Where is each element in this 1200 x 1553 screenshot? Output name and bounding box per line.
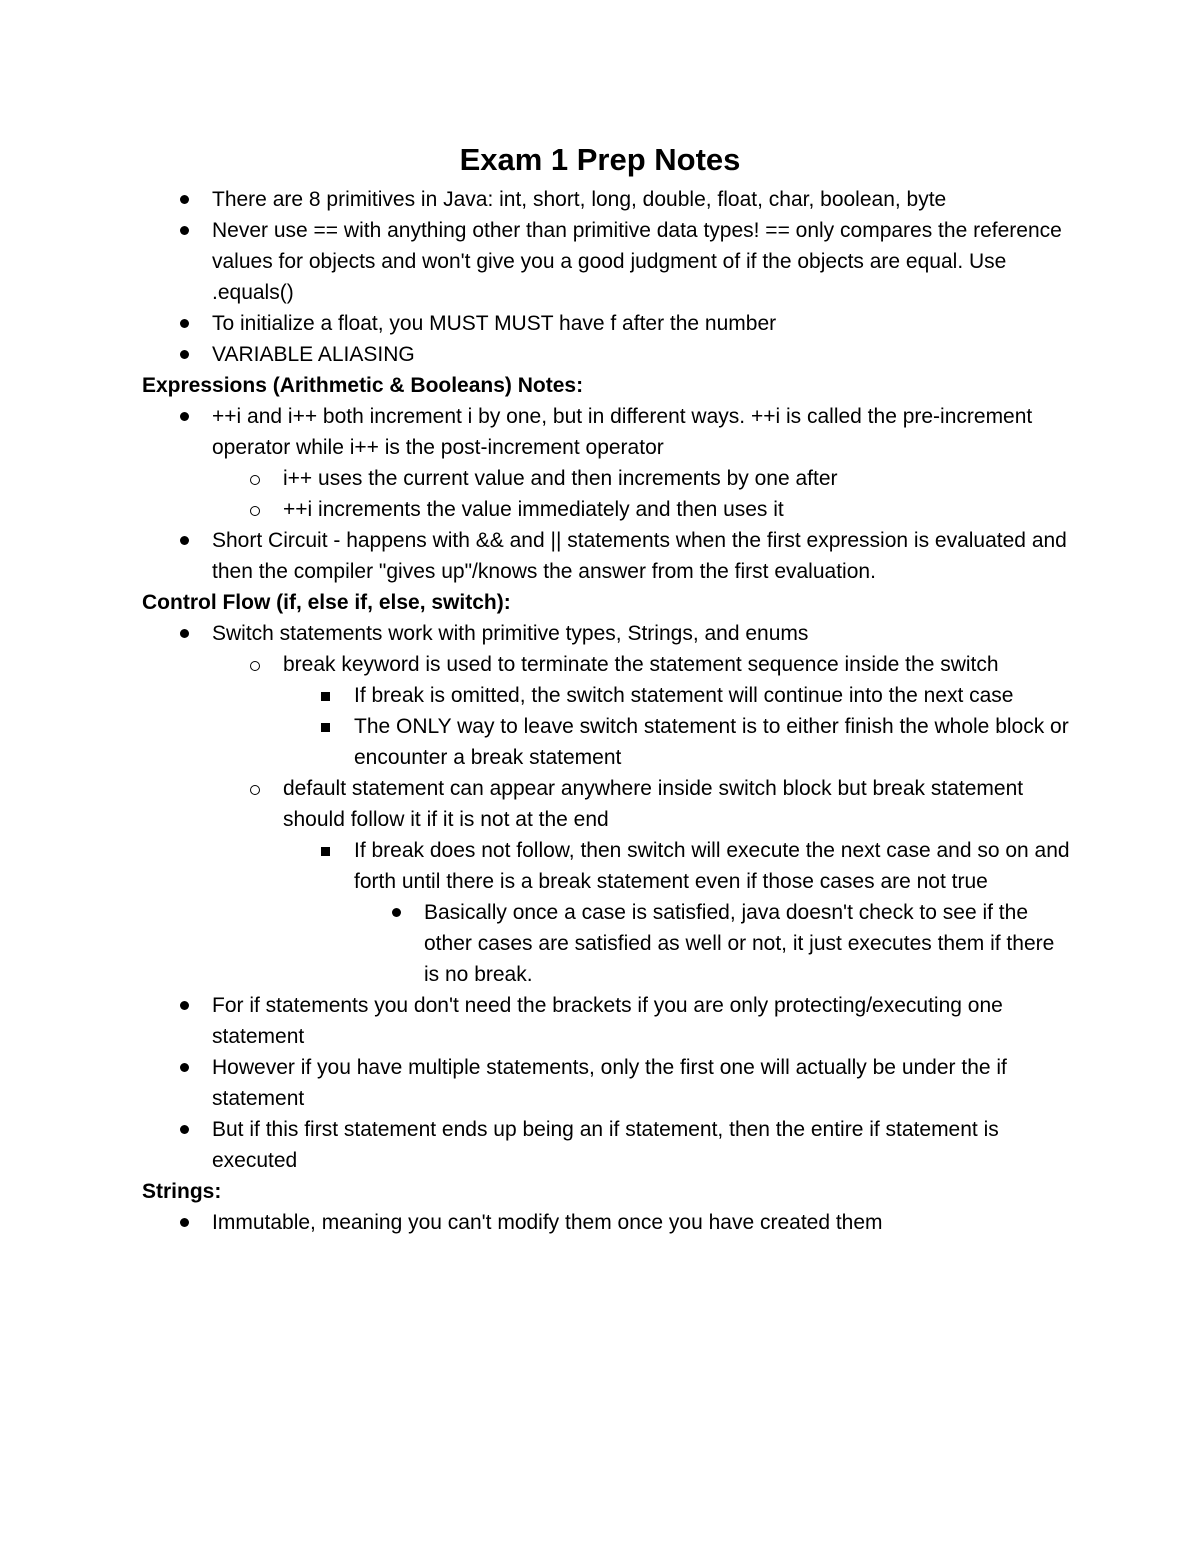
hollow-bullet-icon — [250, 506, 260, 516]
document-title: Exam 1 Prep Notes — [459, 142, 741, 177]
list-item-text: However if you have multiple statements, only the first one will actually be under the if statement — [212, 1056, 1007, 1110]
bullet-icon — [180, 226, 189, 235]
list-item — [142, 1052, 1072, 1114]
list-item-text: ++i increments the value immediately and then uses it — [283, 498, 784, 521]
list-item — [142, 990, 1072, 1052]
square-bullet-icon — [321, 847, 330, 856]
bullet-icon — [180, 1125, 189, 1134]
list-item — [142, 1207, 1072, 1238]
bullet-icon — [392, 908, 401, 917]
strings-list — [142, 1207, 1072, 1238]
list-item-text: Switch statements work with primitive types, Strings, and enums — [212, 622, 809, 645]
list-item-text: Immutable, meaning you can't modify them once you have created them — [212, 1211, 883, 1234]
list-item — [142, 401, 1072, 463]
section-heading-control-flow: Control Flow (if, else if, else, switch): — [142, 591, 511, 614]
list-item-text: If break does not follow, then switch will execute the next case and so on and forth until there is a break statement even if those cases are not true — [354, 839, 1070, 893]
bullet-icon — [180, 1063, 189, 1072]
hollow-bullet-icon — [250, 475, 260, 485]
list-item — [142, 618, 1072, 649]
bullet-icon — [180, 629, 189, 638]
list-item — [142, 184, 1072, 215]
list-item — [142, 525, 1072, 587]
bullet-icon — [180, 536, 189, 545]
bullet-icon — [180, 1001, 189, 1010]
list-item-text: default statement can appear anywhere inside switch block but break statement should follow it if it is not at the end — [283, 777, 1024, 831]
list-item-text: i++ uses the current value and then increments by one after — [283, 467, 838, 490]
section-heading-strings: Strings: — [142, 1180, 222, 1203]
list-item-text: But if this first statement ends up being an if statement, then the entire if statement is executed — [212, 1118, 999, 1172]
list-item — [142, 215, 1072, 308]
list-item — [142, 680, 1072, 711]
list-item-text: There are 8 primitives in Java: int, short, long, double, float, char, boolean, byte — [212, 188, 947, 211]
list-item-text: ++i and i++ both increment i by one, but in different ways. ++i is called the pre-increment operator while i++ is the post-increment operator — [212, 405, 1033, 459]
hollow-bullet-icon — [250, 785, 260, 795]
section-heading-expressions: Expressions (Arithmetic & Booleans) Notes: — [142, 374, 584, 397]
control-flow-list — [142, 618, 1072, 1176]
list-item-text: Basically once a case is satisfied, java doesn't check to see if the other cases are satisfied as well or not, it just executes them if there is no break. — [424, 901, 1055, 986]
list-item-text: Never use == with anything other than primitive data types! == only compares the reference values for objects and won't give you a good judgment of if the objects are equal. Use .equals() — [212, 219, 1062, 304]
list-item — [142, 835, 1072, 897]
list-item-text: VARIABLE ALIASING — [212, 343, 415, 366]
list-item-text: Short Circuit - happens with && and || statements when the first expression is evaluated and then the compiler "gives up"/knows the answer from the first evaluation. — [212, 529, 1067, 583]
list-item — [142, 897, 1072, 990]
list-item-text: For if statements you don't need the brackets if you are only protecting/executing one statement — [212, 994, 1003, 1048]
list-item — [142, 308, 1072, 339]
list-item-text: break keyword is used to terminate the statement sequence inside the switch — [283, 653, 999, 676]
list-item — [142, 1114, 1072, 1176]
square-bullet-icon — [321, 723, 330, 732]
list-item-text: The ONLY way to leave switch statement is to either finish the whole block or encounter a break statement — [354, 715, 1069, 769]
list-item — [142, 711, 1072, 773]
bullet-icon — [180, 412, 189, 421]
hollow-bullet-icon — [250, 661, 260, 671]
intro-list — [142, 184, 1072, 370]
bullet-icon — [180, 1218, 189, 1227]
expressions-list — [142, 401, 1072, 587]
list-item-text: If break is omitted, the switch statement will continue into the next case — [354, 684, 1014, 707]
list-item — [142, 339, 1072, 370]
bullet-icon — [180, 350, 189, 359]
list-item-text: To initialize a float, you MUST MUST have f after the number — [212, 312, 777, 335]
list-item — [142, 494, 1072, 525]
list-item — [142, 463, 1072, 494]
square-bullet-icon — [321, 692, 330, 701]
bullet-icon — [180, 195, 189, 204]
list-item — [142, 773, 1072, 835]
document-body — [142, 184, 1072, 1238]
bullet-icon — [180, 319, 189, 328]
list-item — [142, 649, 1072, 680]
